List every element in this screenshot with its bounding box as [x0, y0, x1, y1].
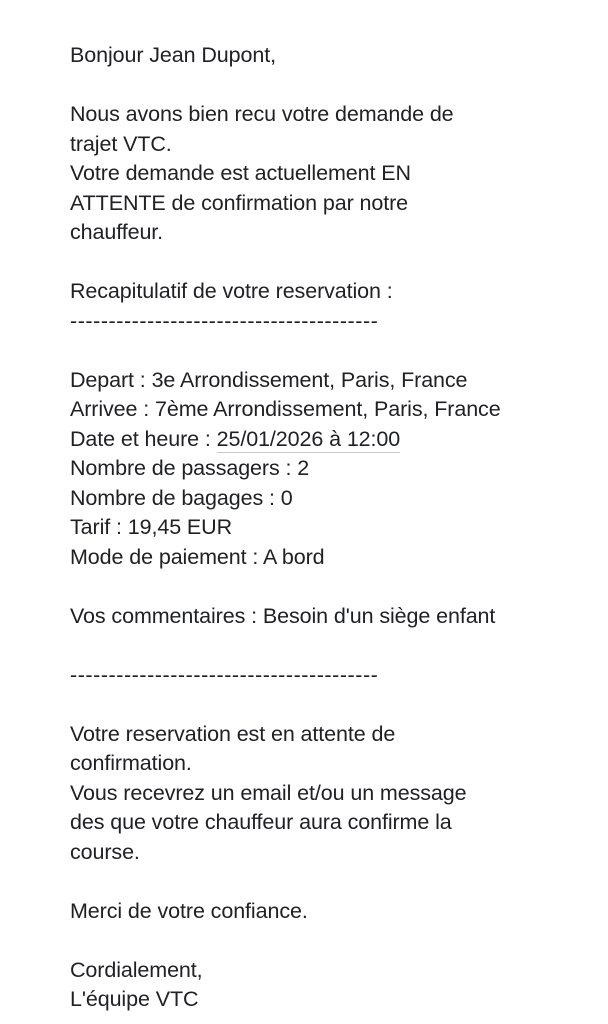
blank-line — [70, 572, 570, 602]
field-luggage — [70, 484, 570, 514]
datetime-link[interactable]: 25/01/2026 à 12:00 — [216, 426, 401, 451]
blank-line — [70, 71, 570, 101]
blank-line — [70, 631, 570, 661]
field-datetime-label: Date et heure : — [70, 426, 217, 451]
field-depart — [70, 366, 570, 396]
field-depart-label: Depart : — [70, 367, 152, 392]
closing-thanks: Merci de votre confiance. — [70, 898, 308, 923]
field-arrivee-value: 7ème Arrondissement, Paris, France — [155, 397, 501, 421]
intro-line-3: Votre demande est actuellement EN — [70, 161, 411, 185]
closing-line-5: course. — [70, 839, 140, 864]
field-datetime — [70, 425, 570, 455]
field-fare — [70, 513, 570, 543]
field-comments-label: Vos commentaires : — [70, 603, 263, 628]
field-comments — [70, 602, 570, 632]
field-arrivee-label: Arrivee : — [70, 397, 156, 421]
blank-line — [70, 690, 570, 720]
closing-line-4: des que votre chauffeur aura confirme la — [70, 810, 452, 834]
closing-line-1: Votre reservation est en attente de — [70, 721, 396, 746]
field-payment-method — [70, 543, 570, 573]
closing-line-2: confirmation. — [70, 751, 192, 775]
field-passengers-label: Nombre de passagers : — [70, 456, 298, 480]
blank-line — [70, 336, 570, 366]
summary-heading: Recapitulatif de votre reservation : — [70, 279, 393, 303]
field-payment-method-value: A bord — [262, 544, 325, 569]
field-depart-value: 3e Arrondissement, Paris, France — [151, 367, 468, 392]
field-luggage-value: 0 — [280, 485, 293, 510]
closing-line-3: Vous recevrez un email et/ou un message — [70, 780, 467, 805]
intro-line-1: Nous avons bien recu votre demande de — [70, 102, 454, 126]
field-passengers-value: 2 — [297, 456, 310, 480]
signature-team: L'équipe VTC — [70, 987, 199, 1011]
signature-valediction: Cordialement, — [70, 957, 203, 982]
field-fare-label: Tarif : — [70, 515, 128, 539]
summary-separator-top: ---------------------------------------- — [70, 308, 379, 333]
email-message-body — [70, 41, 570, 1015]
blank-line — [70, 867, 570, 897]
field-fare-value: 19,45 EUR — [127, 515, 233, 539]
field-comments-value: Besoin d'un siège enfant — [262, 603, 496, 628]
field-luggage-label: Nombre de bagages : — [70, 485, 281, 510]
intro-line-4: ATTENTE de confirmation par notre — [70, 190, 409, 215]
blank-line — [70, 248, 570, 278]
field-payment-method-label: Mode de paiement : — [70, 544, 263, 569]
summary-separator-bottom: ---------------------------------------- — [70, 662, 379, 687]
intro-line-2: trajet VTC. — [70, 131, 172, 156]
blank-line — [70, 926, 570, 956]
intro-line-5: chauffeur. — [70, 220, 164, 244]
field-passengers — [70, 454, 570, 484]
greeting-line: Bonjour Jean Dupont, — [70, 43, 276, 67]
field-arrivee — [70, 395, 570, 425]
